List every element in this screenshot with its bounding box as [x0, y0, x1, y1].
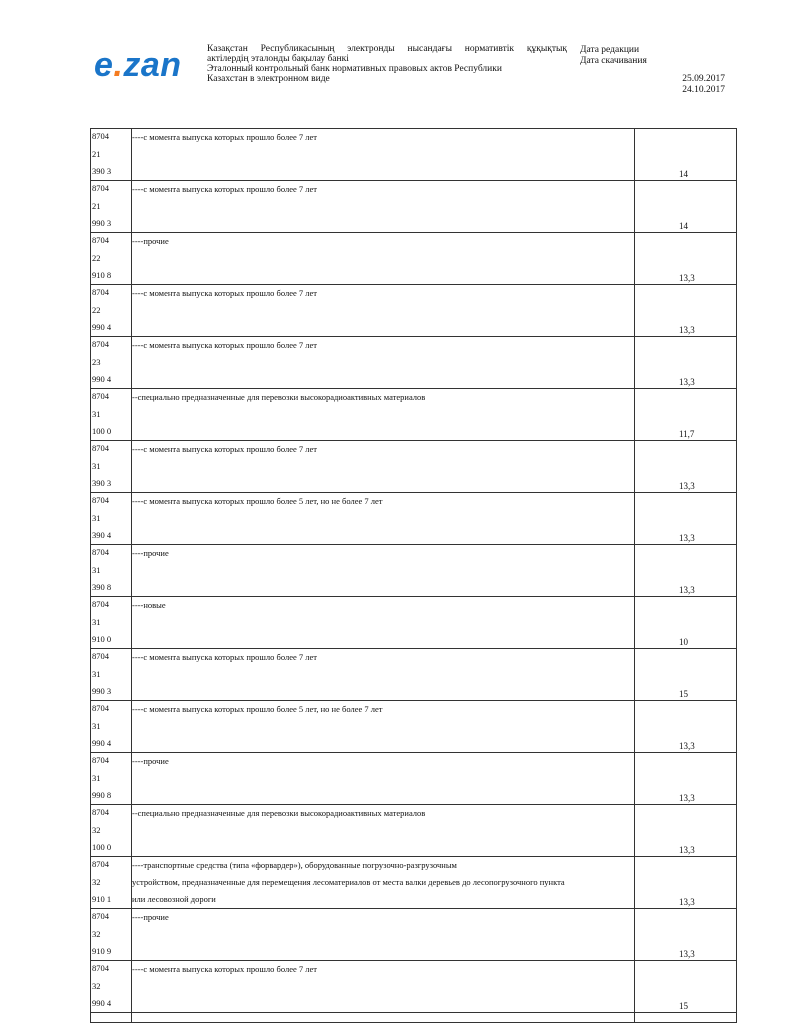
rate-value: 13,3	[679, 741, 695, 751]
commodity-code-cell	[91, 649, 132, 701]
code-part: 990 3	[92, 218, 112, 228]
description-cell	[132, 441, 635, 493]
rate-value: 13,3	[679, 325, 695, 335]
rate-cell	[635, 909, 737, 961]
description-cell	[132, 649, 635, 701]
rate-cell	[635, 337, 737, 389]
description-line: ----с момента выпуска которых прошло более 7 лет	[132, 288, 318, 298]
code-part: 8704	[92, 131, 109, 141]
rate-value: 13,3	[679, 533, 695, 543]
rate-cell	[635, 649, 737, 701]
commodity-code-cell	[91, 441, 132, 493]
rate-value: 11,7	[679, 429, 695, 439]
download-date: 24.10.2017	[682, 85, 725, 95]
table-footer-row	[91, 1013, 737, 1023]
rate-value: 10	[679, 637, 688, 647]
description-line: ----новые	[132, 600, 166, 610]
code-part: 31	[92, 565, 101, 575]
code-part: 32	[92, 877, 101, 887]
code-part: 22	[92, 305, 101, 315]
date-labels	[580, 45, 647, 67]
description-line: ----с момента выпуска которых прошло более 7 лет	[132, 444, 318, 454]
code-part: 8704	[92, 183, 109, 193]
description-line: ----с момента выпуска которых прошло более 5 лет, но не более 7 лет	[132, 704, 383, 714]
tariff-table	[90, 128, 737, 1023]
document-source-header	[207, 44, 567, 84]
description-line: --специально предназначенные для перевозки высокорадиоактивных материалов	[132, 808, 426, 818]
description-cell	[132, 337, 635, 389]
code-part: 910 0	[92, 634, 112, 644]
description-cell	[132, 909, 635, 961]
code-part: 390 3	[92, 478, 112, 488]
code-part: 100 0	[92, 426, 112, 436]
code-part: 390 8	[92, 582, 112, 592]
description-line: ----с момента выпуска которых прошло более 7 лет	[132, 132, 318, 142]
code-part: 910 9	[92, 946, 112, 956]
rate-cell	[635, 181, 737, 233]
rate-cell	[635, 441, 737, 493]
commodity-code-cell	[91, 389, 132, 441]
code-part: 390 4	[92, 530, 112, 540]
description-line: ----с момента выпуска которых прошло более 5 лет, но не более 7 лет	[132, 496, 383, 506]
rate-value: 14	[679, 221, 688, 231]
code-part: 31	[92, 773, 101, 783]
rate-value: 15	[679, 1001, 688, 1011]
description-line: ----с момента выпуска которых прошло более 7 лет	[132, 184, 318, 194]
table-row	[91, 441, 737, 493]
code-part: 8704	[92, 547, 109, 557]
table-row	[91, 857, 737, 909]
code-part: 31	[92, 513, 101, 523]
code-part: 8704	[92, 599, 109, 609]
header-line-kz-1: Казақстан Республикасының электронды нысандағы нормативтік құқықтық	[207, 44, 567, 54]
header-line-ru-1: Эталонный контрольный банк нормативных правовых актов Республики	[207, 64, 502, 74]
code-part: 8704	[92, 235, 109, 245]
commodity-code-cell	[91, 493, 132, 545]
description-line: ----прочие	[132, 756, 169, 766]
rate-cell	[635, 389, 737, 441]
commodity-code-cell	[91, 805, 132, 857]
description-cell	[132, 597, 635, 649]
rate-cell	[635, 545, 737, 597]
code-part: 21	[92, 149, 101, 159]
code-part: 100 0	[92, 842, 112, 852]
commodity-code-cell	[91, 337, 132, 389]
code-part: 31	[92, 409, 101, 419]
description-line: ----с момента выпуска которых прошло более 7 лет	[132, 964, 318, 974]
rate-value: 13,3	[679, 897, 695, 907]
code-part: 31	[92, 617, 101, 627]
code-part: 31	[92, 669, 101, 679]
table-row	[91, 909, 737, 961]
code-part: 8704	[92, 963, 109, 973]
description-line: устройством, предназначенные для перемещения лесоматериалов от места валки деревьев до лесопогрузочного пункта	[132, 877, 565, 887]
commodity-code-cell	[91, 909, 132, 961]
code-part: 8704	[92, 287, 109, 297]
description-line: ----с момента выпуска которых прошло более 7 лет	[132, 652, 318, 662]
rate-value: 13,3	[679, 273, 695, 283]
description-cell	[132, 701, 635, 753]
rate-value: 13,3	[679, 481, 695, 491]
rate-cell	[635, 285, 737, 337]
header-line-ru-2: Казахстан в электронном виде	[207, 74, 330, 84]
code-part: 32	[92, 929, 101, 939]
table-row	[91, 753, 737, 805]
commodity-code-cell	[91, 597, 132, 649]
table-row	[91, 285, 737, 337]
code-part: 990 4	[92, 322, 112, 332]
code-part: 31	[92, 461, 101, 471]
code-part: 23	[92, 357, 101, 367]
description-cell	[132, 805, 635, 857]
code-part: 910 8	[92, 270, 112, 280]
table-row	[91, 389, 737, 441]
ezan-logo: e.zan	[94, 46, 182, 84]
code-part: 910 1	[92, 894, 112, 904]
rate-value: 13,3	[679, 949, 695, 959]
rate-cell	[635, 701, 737, 753]
rate-value: 13,3	[679, 845, 695, 855]
rate-cell	[635, 753, 737, 805]
description-cell	[132, 129, 635, 181]
code-part: 8704	[92, 495, 109, 505]
empty-cell	[635, 1013, 737, 1023]
commodity-code-cell	[91, 129, 132, 181]
description-cell	[132, 233, 635, 285]
code-part: 8704	[92, 651, 109, 661]
empty-cell	[132, 1013, 635, 1023]
rate-value: 15	[679, 689, 688, 699]
code-part: 32	[92, 825, 101, 835]
rate-cell	[635, 597, 737, 649]
description-cell	[132, 493, 635, 545]
commodity-code-cell	[91, 181, 132, 233]
code-part: 8704	[92, 443, 109, 453]
description-cell	[132, 545, 635, 597]
code-part: 22	[92, 253, 101, 263]
commodity-code-cell	[91, 961, 132, 1013]
table-row	[91, 701, 737, 753]
rate-cell	[635, 493, 737, 545]
code-part: 21	[92, 201, 101, 211]
description-line: ----прочие	[132, 548, 169, 558]
date-values	[650, 74, 725, 96]
description-cell	[132, 961, 635, 1013]
table-row	[91, 545, 737, 597]
edition-date: 25.09.2017	[682, 74, 725, 84]
description-line: ----с момента выпуска которых прошло более 7 лет	[132, 340, 318, 350]
rate-cell	[635, 805, 737, 857]
table-row	[91, 337, 737, 389]
description-line: ----транспортные средства (типа «форвардер»), оборудованные погрузочно-разгрузочным	[132, 860, 457, 870]
description-line: ----прочие	[132, 236, 169, 246]
rate-value: 13,3	[679, 377, 695, 387]
code-part: 990 8	[92, 790, 112, 800]
commodity-code-cell	[91, 857, 132, 909]
description-cell	[132, 181, 635, 233]
description-cell	[132, 285, 635, 337]
description-line: --специально предназначенные для перевозки высокорадиоактивных материалов	[132, 392, 426, 402]
code-part: 32	[92, 981, 101, 991]
code-part: 8704	[92, 339, 109, 349]
rate-cell	[635, 129, 737, 181]
rate-cell	[635, 961, 737, 1013]
code-part: 8704	[92, 755, 109, 765]
table-row	[91, 597, 737, 649]
code-part: 8704	[92, 391, 109, 401]
code-part: 990 4	[92, 374, 112, 384]
code-part: 990 3	[92, 686, 112, 696]
description-cell	[132, 857, 635, 909]
download-date-label: Дата скачивания	[580, 56, 647, 66]
code-part: 8704	[92, 807, 109, 817]
code-part: 8704	[92, 703, 109, 713]
rate-cell	[635, 233, 737, 285]
description-line: ----прочие	[132, 912, 169, 922]
table-row	[91, 493, 737, 545]
table-row	[91, 181, 737, 233]
table-row	[91, 961, 737, 1013]
code-part: 31	[92, 721, 101, 731]
code-part: 990 4	[92, 998, 112, 1008]
header-line-kz-2: актілердің эталонды бақылау банкі	[207, 54, 349, 64]
edition-date-label: Дата редакции	[580, 45, 640, 55]
table-row	[91, 233, 737, 285]
description-line: или лесовозной дороги	[132, 894, 216, 904]
table-row	[91, 805, 737, 857]
rate-value: 13,3	[679, 793, 695, 803]
code-part: 390 3	[92, 166, 112, 176]
commodity-code-cell	[91, 233, 132, 285]
description-cell	[132, 389, 635, 441]
empty-cell	[91, 1013, 132, 1023]
commodity-code-cell	[91, 285, 132, 337]
description-cell	[132, 753, 635, 805]
rate-cell	[635, 857, 737, 909]
commodity-code-cell	[91, 701, 132, 753]
code-part: 8704	[92, 859, 109, 869]
table-row	[91, 649, 737, 701]
rate-value: 13,3	[679, 585, 695, 595]
commodity-code-cell	[91, 545, 132, 597]
rate-value: 14	[679, 169, 688, 179]
commodity-code-cell	[91, 753, 132, 805]
table-row	[91, 129, 737, 181]
code-part: 990 4	[92, 738, 112, 748]
code-part: 8704	[92, 911, 109, 921]
